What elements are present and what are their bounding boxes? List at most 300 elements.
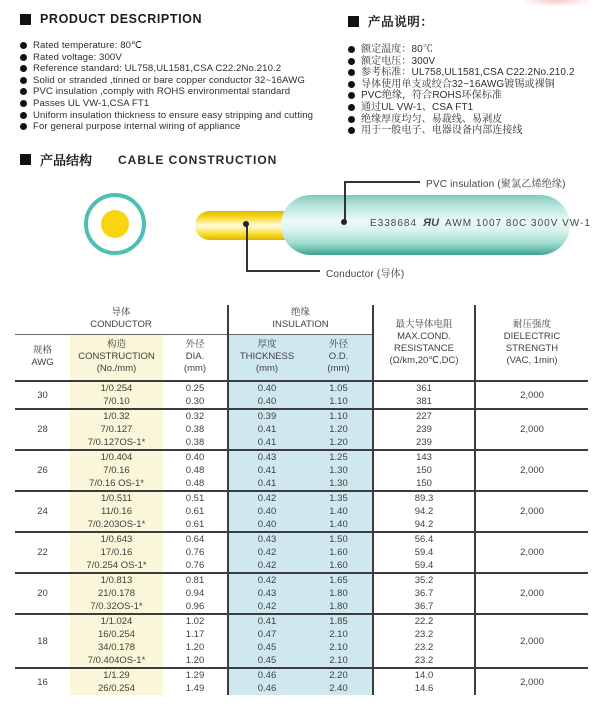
cell-awg <box>15 450 70 491</box>
cell-dia <box>163 573 228 614</box>
circle-bullet-icon <box>20 100 27 107</box>
bullet-text: Passes UL VW-1,CSA FT1 <box>33 97 150 109</box>
cell-line: 0.46 <box>257 683 277 694</box>
cell-line: 361 <box>416 383 432 394</box>
bullet-text: 用于一般电子、电器设备内部连接线 <box>361 125 523 137</box>
cell-line: 0.41 <box>257 437 277 448</box>
cell-line: 7/0.203OS-1* <box>87 519 146 530</box>
circle-bullet-icon <box>20 54 27 61</box>
bullet-item <box>20 40 342 52</box>
circle-bullet-icon <box>20 77 27 84</box>
cell-awg <box>15 573 70 614</box>
header-line: DIA. <box>185 351 205 362</box>
spec-table <box>15 305 588 695</box>
cell-line: 0.32 <box>185 411 205 422</box>
bullet-item <box>348 67 600 79</box>
cell-line: 35.2 <box>414 575 434 586</box>
header-line: AWG <box>31 357 54 368</box>
cell-line: 0.45 <box>257 642 277 653</box>
cell-line: 1.60 <box>329 547 348 558</box>
header-line: (mm) <box>327 363 350 374</box>
cable-cross-section-icon <box>84 193 146 255</box>
bullet-text: 额定温度：80℃ <box>361 44 433 55</box>
cell-line: 0.41 <box>257 478 277 489</box>
spec-row-awg-20 <box>15 573 588 614</box>
spec-row-awg-26 <box>15 450 588 491</box>
cell-line: 0.40 <box>257 383 277 394</box>
cell-line: 2,000 <box>520 424 544 435</box>
cell-line: 2.40 <box>329 683 348 694</box>
cell-line: 0.42 <box>257 493 277 504</box>
header-line: INSULATION <box>272 319 329 330</box>
cell-dia <box>163 409 228 450</box>
pvc-pointer-dot <box>341 219 347 225</box>
cell-line: 1.50 <box>329 534 348 545</box>
cell-awg <box>15 532 70 573</box>
cell-line: 59.4 <box>414 547 434 558</box>
cell-line: 0.42 <box>257 560 277 571</box>
cell-od <box>305 381 373 409</box>
product-notes-list <box>348 44 600 137</box>
cell-line: 23.2 <box>414 629 434 640</box>
cell-line: 30 <box>37 389 48 401</box>
cell-line: 381 <box>416 396 432 407</box>
cell-line: 0.41 <box>257 616 277 627</box>
group-header-row <box>15 305 588 335</box>
cell-line: 1.65 <box>329 575 348 586</box>
cell-od <box>305 532 373 573</box>
cell-line: 0.25 <box>185 383 205 394</box>
partial-logo-artifact <box>520 0 595 6</box>
bullet-text: 通过UL VW-1、CSA FT1 <box>361 101 474 113</box>
bullet-item <box>20 52 342 64</box>
cell-line: 0.48 <box>185 465 205 476</box>
cell-line: 239 <box>416 437 432 448</box>
cell-line: 1.60 <box>329 560 348 571</box>
bullet-item <box>20 98 342 110</box>
cell-line: 22.2 <box>414 616 434 627</box>
cell-line: 2,000 <box>520 465 544 476</box>
header-line: (No./mm) <box>96 363 137 374</box>
cell-line: 11/0.16 <box>101 506 132 517</box>
conductor-pointer-dot <box>243 221 249 227</box>
header-line: (Ω/km,20℃,DC) <box>389 354 459 366</box>
cell-line: 0.76 <box>185 547 205 558</box>
cell-line: 89.3 <box>414 493 434 504</box>
cell-construction <box>70 532 163 573</box>
construction-title-cn: 产品结构 <box>40 153 93 168</box>
bullet-text: 绝缘厚度均匀、易裁线、易剥皮 <box>361 113 503 125</box>
cell-line: 7/0.32OS-1* <box>90 601 143 612</box>
cell-line: 2,000 <box>520 676 544 688</box>
cell-line: 36.7 <box>414 601 434 612</box>
cell-line: 0.41 <box>257 465 277 476</box>
cell-line: 2,000 <box>520 547 544 558</box>
bullet-text: Reference standard: UL758,UL1581,CSA C22.2No.210.2 <box>33 63 282 75</box>
cell-line: 1.20 <box>329 424 348 435</box>
cell-line: 1.05 <box>329 383 348 394</box>
cell-line: 2.20 <box>329 670 348 681</box>
cell-line: 1.85 <box>329 616 348 627</box>
cell-line: 0.42 <box>257 547 277 558</box>
cell-line: 143 <box>416 452 432 463</box>
cell-od <box>305 668 373 695</box>
product-description-list <box>20 40 342 133</box>
product-notes-title: 产品说明： <box>368 15 434 29</box>
circle-bullet-icon <box>20 88 27 95</box>
ul-recognized-mark-icon: ЯU <box>423 217 440 229</box>
cable-diagram <box>0 160 603 305</box>
cell-line: 1.25 <box>329 452 348 463</box>
cell-line: 2,000 <box>520 635 544 647</box>
square-bullet-icon <box>20 14 31 25</box>
cell-line: 1.20 <box>185 642 205 653</box>
cell-line: 2,000 <box>520 506 544 517</box>
cell-awg <box>15 381 70 409</box>
cell-line: 0.76 <box>185 560 205 571</box>
cell-thickness <box>228 532 305 573</box>
cell-construction <box>70 409 163 450</box>
cell-line: 1.40 <box>329 506 348 517</box>
pvc-pointer-line <box>344 181 420 183</box>
cell-resistance <box>373 491 475 532</box>
cell-line: 7/0.10 <box>103 396 130 407</box>
cell-thickness <box>228 614 305 668</box>
cell-line: 7/0.16 OS-1* <box>89 478 144 489</box>
thickness-column-header <box>228 335 305 382</box>
spec-row-awg-28 <box>15 409 588 450</box>
cell-line: 26/0.254 <box>98 683 135 694</box>
conductor-core-icon <box>101 210 129 238</box>
cell-line: 18 <box>37 635 48 647</box>
cell-line: 2.10 <box>329 629 348 640</box>
conductor-label: Conductor (导体) <box>326 269 405 280</box>
spec-row-awg-16 <box>15 668 588 695</box>
cell-line: 20 <box>37 588 48 599</box>
cell-line: 0.40 <box>185 452 205 463</box>
spec-table-body <box>15 381 588 695</box>
spec-row-awg-30 <box>15 381 588 409</box>
header-line: DIELECTRIC <box>503 330 561 342</box>
cell-dia <box>163 614 228 668</box>
bullet-item <box>348 114 600 126</box>
cell-line: 0.40 <box>257 506 277 517</box>
cell-line: 7/0.254 OS-1* <box>86 560 147 571</box>
cell-line: 1.35 <box>329 493 348 504</box>
cell-line: 23.2 <box>414 655 434 666</box>
cell-line: 2,000 <box>520 389 544 401</box>
cell-line: 1.30 <box>329 478 348 489</box>
cell-line: 26 <box>37 465 48 476</box>
cell-line: 1/0.404 <box>100 452 133 463</box>
cell-line: 1/0.643 <box>100 534 133 545</box>
cell-line: 1.02 <box>185 616 205 627</box>
spec-row-awg-18 <box>15 614 588 668</box>
dielectric-column-header <box>475 305 588 381</box>
cell-line: 1.40 <box>329 519 348 530</box>
cell-line: 1.20 <box>185 655 205 666</box>
header-line: 导体 <box>111 307 131 318</box>
cell-line: 1/1.29 <box>103 670 130 681</box>
dia-column-header <box>163 335 228 382</box>
cell-line: 0.48 <box>185 478 205 489</box>
circle-bullet-icon <box>348 58 355 65</box>
circle-bullet-icon <box>348 104 355 111</box>
cell-line: 150 <box>416 478 432 489</box>
cell-line: 1.80 <box>329 588 348 599</box>
header-line: (mm) <box>255 363 279 374</box>
cell-line: 7/0.404OS-1* <box>87 655 146 666</box>
cell-line: 1.30 <box>329 465 348 476</box>
square-bullet-icon <box>348 16 359 27</box>
bullet-text: PVC insulation ,comply with ROHS environmental standard <box>33 86 291 98</box>
header-line: 绝缘 <box>290 307 310 318</box>
bullet-text: Uniform insulation thickness to ensure easy stripping and cutting <box>33 109 314 121</box>
cell-line: 7/0.16 <box>103 465 130 476</box>
header-line: 规格 <box>32 345 52 356</box>
construction-column-header <box>70 335 163 382</box>
bullet-item <box>348 44 600 56</box>
construction-title-en: CABLE CONSTRUCTION <box>118 152 278 167</box>
cell-resistance <box>373 573 475 614</box>
header-line: STRENGTH <box>505 342 559 354</box>
cell-line: 1.20 <box>329 437 348 448</box>
cell-line: 1.10 <box>329 396 348 407</box>
ul-file-number: E338684 <box>370 217 418 229</box>
cell-line: 0.46 <box>257 670 277 681</box>
cell-dielectric <box>475 491 588 532</box>
bullet-item <box>348 56 600 68</box>
circle-bullet-icon <box>348 127 355 134</box>
bullet-text: 额定电压：300V <box>361 55 436 67</box>
pvc-insulation-label: PVC insulation (聚氯乙烯绝缘) <box>426 179 566 190</box>
cell-awg <box>15 614 70 668</box>
cell-dia <box>163 532 228 573</box>
cell-construction <box>70 573 163 614</box>
bullet-text: For general purpose internal wiring of appliance <box>33 121 241 133</box>
cell-line: 0.30 <box>185 396 205 407</box>
insulation-group-header <box>228 305 373 335</box>
cell-line: 150 <box>416 465 432 476</box>
cell-line: 227 <box>416 411 432 422</box>
cell-line: 16/0.254 <box>98 629 135 640</box>
cell-line: 0.40 <box>257 519 277 530</box>
product-description-title: PRODUCT DESCRIPTION <box>40 12 203 26</box>
awg-column-header <box>15 335 70 382</box>
cell-dielectric <box>475 532 588 573</box>
bullet-item <box>348 90 600 102</box>
bullet-text: Rated temperature: 80℃ <box>33 40 142 51</box>
conductor-pointer-line <box>246 270 320 272</box>
cell-dielectric <box>475 668 588 695</box>
cell-line: 1/0.254 <box>100 383 133 394</box>
cell-line: 28 <box>37 424 48 435</box>
bullet-item <box>348 102 600 114</box>
bullet-item <box>20 63 342 75</box>
cell-line: 0.42 <box>257 601 277 612</box>
header-line: RESISTANCE <box>393 342 454 354</box>
bullet-item <box>20 110 342 122</box>
cell-construction <box>70 614 163 668</box>
cell-od <box>305 409 373 450</box>
cell-line: 1/0.32 <box>103 411 130 422</box>
cell-dia <box>163 450 228 491</box>
cell-construction <box>70 381 163 409</box>
circle-bullet-icon <box>348 81 355 88</box>
cell-dielectric <box>475 409 588 450</box>
header-line: 构造 <box>106 339 126 350</box>
header-line: (VAC, 1min) <box>506 354 558 366</box>
bullet-item <box>20 75 342 87</box>
cell-line: 0.41 <box>257 424 277 435</box>
circle-bullet-icon <box>20 123 27 130</box>
cell-line: 1/1.024 <box>100 616 133 627</box>
bullet-text: Rated voltage: 300V <box>33 51 122 63</box>
bullet-text: PVC绝缘，符合ROHS环保标准 <box>361 90 503 102</box>
header-line: 厚度 <box>257 339 277 350</box>
cell-line: 1/0.511 <box>101 493 132 504</box>
cell-line: 1.49 <box>185 683 205 694</box>
cell-line: 0.45 <box>257 655 277 666</box>
bullet-text: Solid or stranded ,tinned or bare copper conductor 32~16AWG <box>33 74 305 86</box>
cell-line: 94.2 <box>414 519 434 530</box>
cell-line: 22 <box>37 547 48 558</box>
cell-line: 1/0.813 <box>100 575 133 586</box>
cell-line: 0.47 <box>257 629 277 640</box>
cell-line: 24 <box>37 506 48 517</box>
cell-thickness <box>228 381 305 409</box>
cell-line: 0.64 <box>185 534 205 545</box>
cell-line: 0.43 <box>257 452 277 463</box>
cell-line: 2.10 <box>329 642 348 653</box>
cell-line: 0.43 <box>257 534 277 545</box>
header-line: MAX.COND. <box>397 330 451 342</box>
cell-dia <box>163 668 228 695</box>
cell-resistance <box>373 668 475 695</box>
section-product-notes-cn <box>348 12 600 137</box>
cell-line: 16 <box>37 676 48 688</box>
circle-bullet-icon <box>348 92 355 99</box>
cell-line: 23.2 <box>414 642 434 653</box>
header-line: CONSTRUCTION <box>78 351 155 362</box>
cell-line: 34/0.178 <box>98 642 135 653</box>
cable-print-text <box>370 217 591 229</box>
cell-od <box>305 573 373 614</box>
cell-line: 56.4 <box>414 534 434 545</box>
circle-bullet-icon <box>348 116 355 123</box>
cell-awg <box>15 491 70 532</box>
bullet-text: 导体使用单支或绞合32~16AWG镀锡或裸铜 <box>361 78 555 90</box>
cell-line: 21/0.178 <box>98 588 135 599</box>
cell-line: 7/0.127OS-1* <box>87 437 146 448</box>
cell-line: 1.10 <box>329 411 348 422</box>
cell-resistance <box>373 532 475 573</box>
header-line: O.D. <box>328 351 349 362</box>
cell-line: 0.38 <box>185 424 205 435</box>
cell-resistance <box>373 409 475 450</box>
pvc-pointer-line <box>344 181 346 222</box>
circle-bullet-icon <box>20 42 27 49</box>
cell-line: 2,000 <box>520 588 544 599</box>
circle-bullet-icon <box>348 46 355 53</box>
cell-dielectric <box>475 381 588 409</box>
conductor-pointer-line <box>246 224 248 271</box>
cell-line: 239 <box>416 424 432 435</box>
cell-line: 0.39 <box>257 411 277 422</box>
cell-dielectric <box>475 614 588 668</box>
cell-resistance <box>373 614 475 668</box>
cell-dielectric <box>475 573 588 614</box>
cell-line: 0.43 <box>257 588 277 599</box>
cell-line: 17/0.16 <box>100 547 133 558</box>
cell-line: 0.96 <box>185 601 205 612</box>
header-line: 耐压强度 <box>512 318 551 330</box>
spec-row-awg-22 <box>15 532 588 573</box>
header-line: CONDUCTOR <box>90 319 152 330</box>
header-line: 最大导体电阻 <box>395 318 453 330</box>
spec-row-awg-24 <box>15 491 588 532</box>
bullet-item <box>348 125 600 137</box>
cell-line: 1.80 <box>329 601 348 612</box>
bullet-item <box>20 86 342 98</box>
cell-resistance <box>373 450 475 491</box>
header-line: (mm) <box>183 363 207 374</box>
cell-construction <box>70 668 163 695</box>
cell-awg <box>15 668 70 695</box>
circle-bullet-icon <box>20 112 27 119</box>
circle-bullet-icon <box>20 65 27 72</box>
circle-bullet-icon <box>348 69 355 76</box>
bullet-text: 参考标准：UL758,UL1581,CSA C22.2No.210.2 <box>361 67 575 79</box>
cell-line: 0.51 <box>185 493 205 504</box>
cell-line: 14.6 <box>414 683 434 694</box>
cell-thickness <box>228 409 305 450</box>
header-line: THICKNESS <box>239 351 295 362</box>
cell-thickness <box>228 668 305 695</box>
cell-line: 36.7 <box>414 588 434 599</box>
cell-dia <box>163 381 228 409</box>
cell-line: 2.10 <box>329 655 348 666</box>
cell-line: 1.29 <box>185 670 205 681</box>
od-column-header <box>305 335 373 382</box>
resistance-column-header <box>373 305 475 381</box>
cell-line: 14.0 <box>414 670 434 681</box>
bullet-item <box>20 121 342 133</box>
cell-line: 59.4 <box>414 560 434 571</box>
bullet-item <box>348 79 600 91</box>
header-line: 外径 <box>185 339 205 350</box>
cell-construction <box>70 450 163 491</box>
cell-line: 0.40 <box>257 396 277 407</box>
section-product-description <box>20 12 342 133</box>
cell-od <box>305 450 373 491</box>
cell-line: 0.61 <box>185 519 205 530</box>
cell-line: 0.38 <box>185 437 205 448</box>
cell-dia <box>163 491 228 532</box>
cable-rating-text: AWM 1007 80C 300V VW-1 <box>445 217 591 229</box>
cell-line: 1.17 <box>185 629 205 640</box>
product-notes-heading <box>348 12 600 30</box>
cell-od <box>305 491 373 532</box>
conductor-group-header <box>15 305 228 335</box>
cell-line: 0.42 <box>257 575 277 586</box>
cell-thickness <box>228 573 305 614</box>
cell-thickness <box>228 450 305 491</box>
header-line: 外径 <box>328 339 348 350</box>
cell-thickness <box>228 491 305 532</box>
cell-resistance <box>373 381 475 409</box>
cell-line: 0.61 <box>185 506 205 517</box>
